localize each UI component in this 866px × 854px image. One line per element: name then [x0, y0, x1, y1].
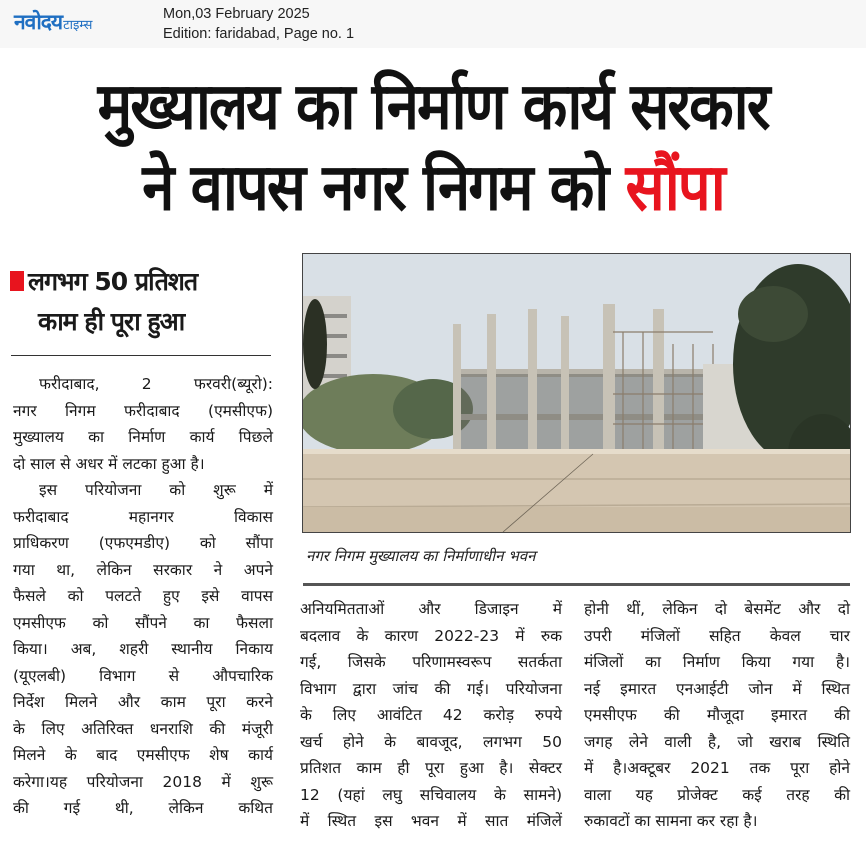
- logo-sub-text: टाइम्स: [63, 18, 93, 33]
- body-line: अनियमितताओं और डिजाइन में: [300, 600, 562, 618]
- headline-line-2-text: ने वापस नगर निगम को: [142, 148, 626, 226]
- body-line: जगह लेने वाली है, जो खराब स्थिति: [584, 732, 850, 751]
- body-line: प्रतिशत काम ही पूरा हुआ है। सेक्टर: [300, 759, 562, 777]
- subhead-line-2: काम ही पूरा हुआ: [38, 307, 185, 336]
- photo-caption: नगर निगम मुख्यालय का निर्माणाधीन भवन: [306, 547, 536, 565]
- subhead-line-1: लगभग 50 प्रतिशत: [28, 267, 198, 296]
- body-line: गया था, लेकिन सरकार ने अपने: [13, 560, 273, 579]
- body-line: फरीदाबाद महानगर विकास: [13, 507, 273, 526]
- body-line: के लिए अतिरिक्त धनराशि की मंजूरी: [13, 719, 273, 738]
- body-line: इस परियोजना को शुरू में: [39, 481, 273, 499]
- edition-meta: [163, 4, 354, 44]
- body-line: 12 (यहां लघु सचिवालय के सामने): [300, 785, 562, 804]
- body-line: की गई थी, लेकिन कथित: [13, 799, 273, 817]
- body-line: एमसीएफ की मौजूदा इमारत की: [584, 706, 850, 724]
- body-line: खर्च होने के बावजूद, लगभग 50: [300, 732, 562, 751]
- body-line: करेगा।यह परियोजना 2018 में शुरू: [13, 772, 273, 791]
- body-line: (यूएलबी) विभाग से औपचारिक: [13, 666, 273, 685]
- logo-main-text: नवोदय: [14, 10, 63, 34]
- body-line: रुकावटों का सामना कर रहा है।: [584, 812, 758, 830]
- body-line: निर्देश मिलने और काम पूरा करने: [13, 693, 273, 711]
- body-line: नगर निगम फरीदाबाद (एमसीएफ): [13, 401, 273, 420]
- body-line: फरीदाबाद, 2 फरवरी(ब्यूरो):: [39, 375, 273, 393]
- headline-highlight: सौंपा: [625, 148, 724, 226]
- red-square-bullet-icon: [10, 271, 24, 291]
- body-line: मुख्यालय का निर्माण कार्य पिछले: [13, 428, 273, 446]
- body-line: प्राधिकरण (एफएमडीए) को सौंपा: [13, 534, 273, 552]
- construction-site-photo[interactable]: [302, 253, 851, 533]
- publication-date: Mon,03 February 2025: [163, 6, 310, 22]
- article-column-3: [584, 596, 850, 835]
- body-line: बदलाव के कारण 2022-23 में रुक: [300, 626, 562, 645]
- body-line: के लिए आवंटित 42 करोड़ रुपये: [300, 706, 562, 724]
- body-line: उपरी मंजिलों सहित केवल चार: [584, 626, 850, 645]
- headline: [0, 66, 866, 227]
- body-line: में है।अक्टूबर 2021 तक पूरा होने: [584, 759, 850, 777]
- edition-info: Edition: faridabad, Page no. 1: [163, 26, 355, 42]
- body-line: गई, जिसके परिणामस्वरूप सतर्कता: [300, 653, 562, 671]
- body-line: किया। अब, शहरी स्थानीय निकाय: [13, 640, 273, 658]
- article-column-2: [300, 596, 562, 835]
- headline-line-1: मुख्यालय का निर्माण कार्य सरकार: [97, 68, 769, 145]
- headline-line-2: [0, 147, 866, 228]
- body-line: में स्थित इस भवन में सात मंजिलें: [300, 812, 562, 830]
- body-line: विभाग द्वारा जांच की गई। परियोजना: [300, 679, 562, 698]
- newspaper-logo[interactable]: [14, 8, 92, 36]
- body-line: मिलने के बाद एमसीएफ शेष कार्य: [13, 746, 273, 764]
- article-column-1: [13, 371, 273, 822]
- body-line: फैसले को पलटते हुए इसे वापस: [13, 587, 273, 605]
- body-line: मंजिलों का निर्माण किया गया है।: [584, 653, 850, 671]
- body-line: होनी थीं, लेकिन दो बेसमेंट और दो: [584, 600, 850, 618]
- subheadline: [10, 262, 272, 342]
- body-line: दो साल से अधर में लटका हुआ है।: [13, 454, 205, 473]
- body-line: नई इमारत एनआईटी जोन में स्थित: [584, 679, 850, 698]
- photo-illustration: [303, 254, 850, 532]
- body-line: एमसीएफ को सौंपने का फैसला: [13, 613, 273, 632]
- subhead-divider: [11, 355, 271, 356]
- caption-divider: [303, 583, 850, 586]
- body-line: वाला यह प्रोजेक्ट कई तरह की: [584, 785, 850, 804]
- epaper-header: [0, 0, 866, 48]
